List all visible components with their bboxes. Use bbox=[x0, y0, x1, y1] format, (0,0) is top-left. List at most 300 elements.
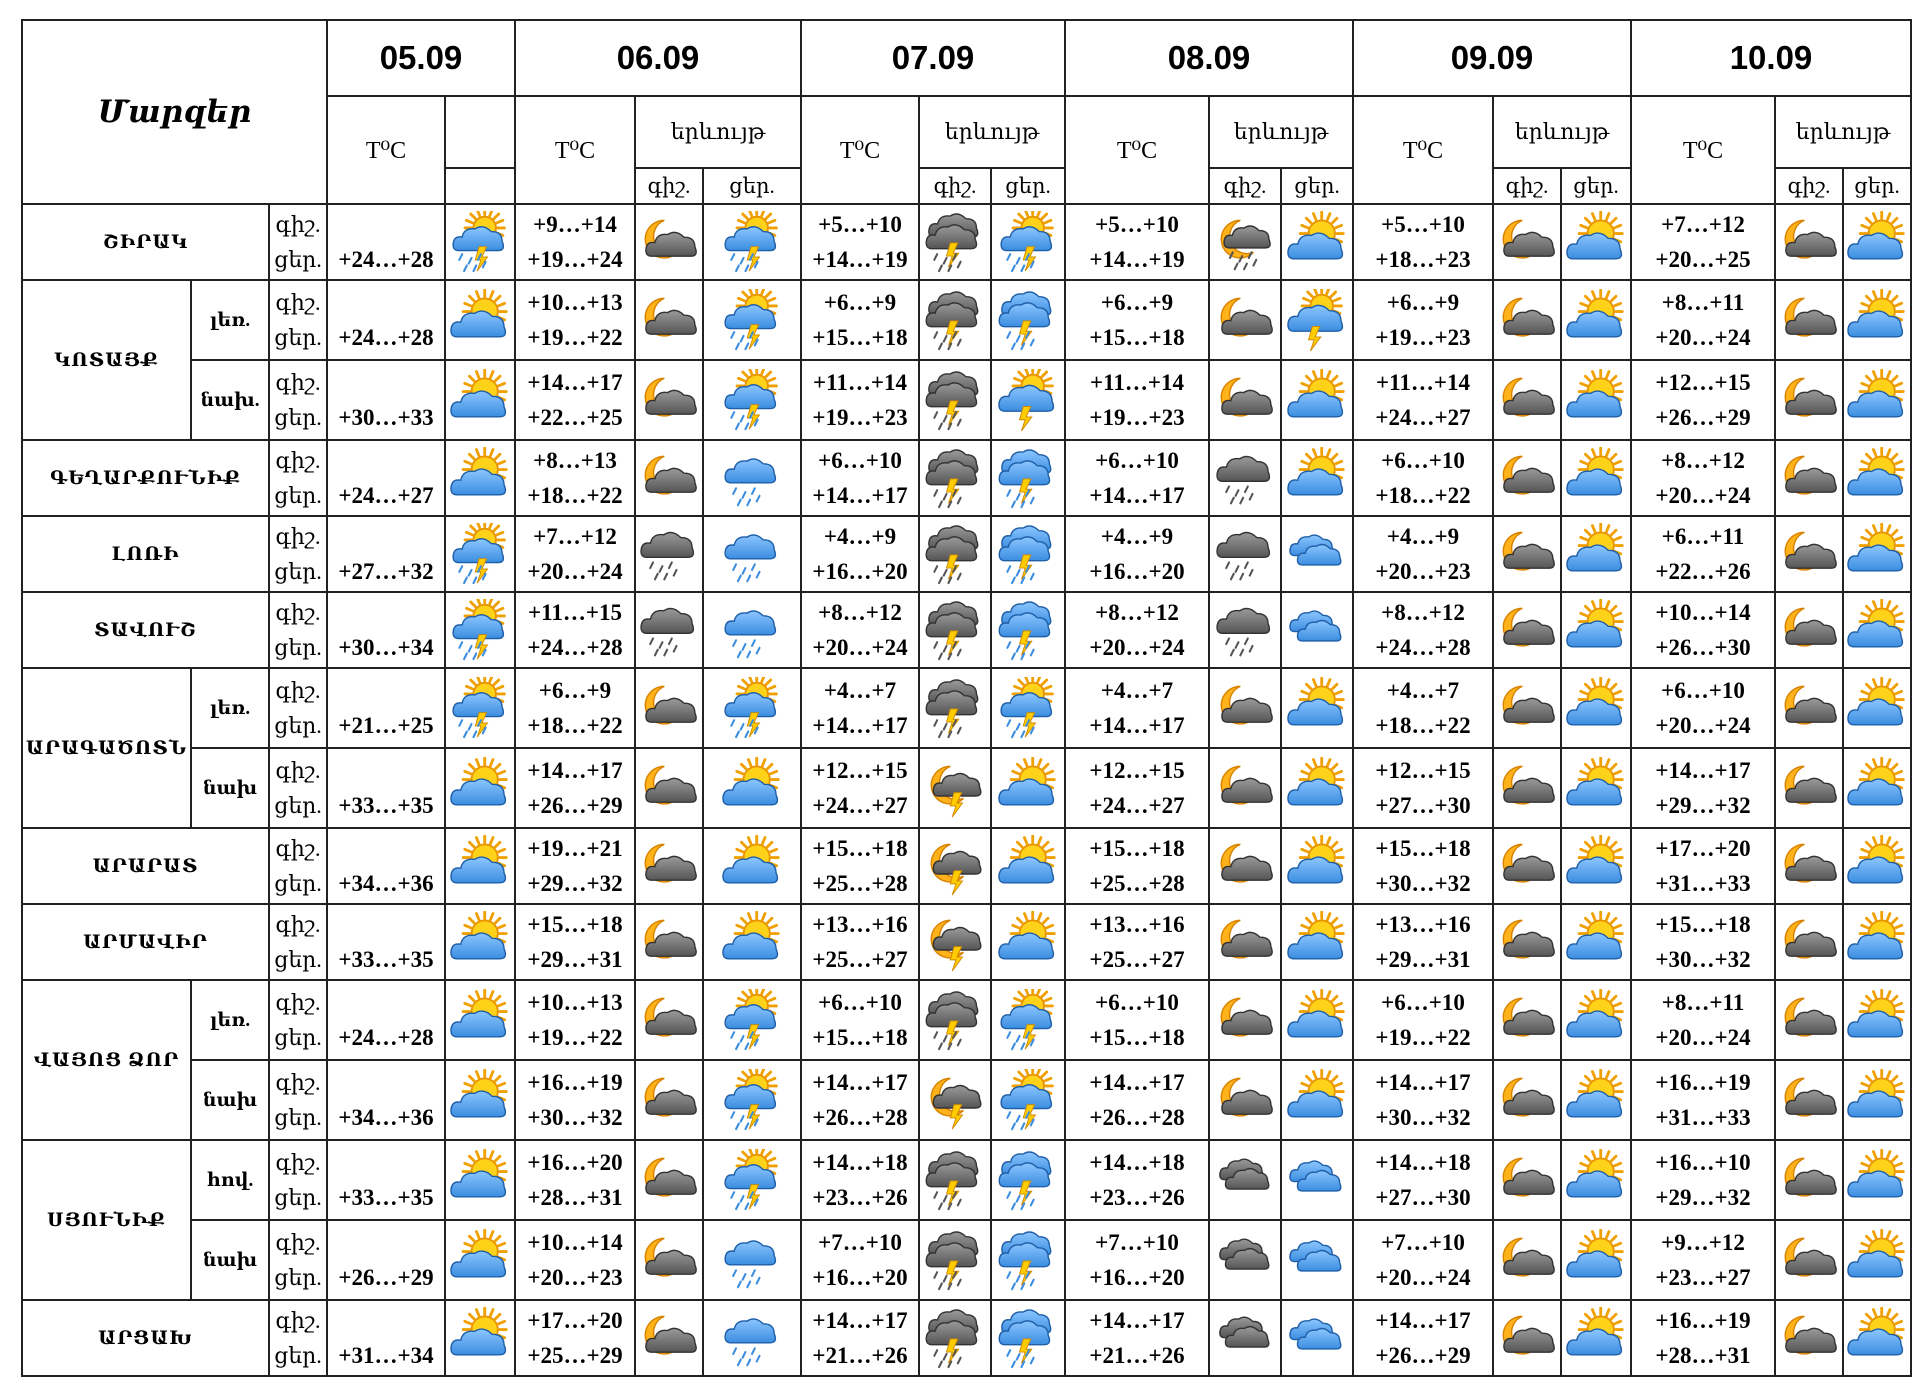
forecast-table-container bbox=[21, 19, 1912, 1377]
sun-cloud-icon bbox=[447, 1069, 513, 1131]
temperature-header: T⁰C bbox=[1631, 96, 1775, 204]
sun-cloud-icon bbox=[447, 289, 513, 351]
night-phenomenon-cell bbox=[1209, 360, 1281, 440]
night-day-labels: գիշ. ցեր. bbox=[269, 904, 327, 980]
date-header: 09.09 bbox=[1353, 20, 1631, 96]
night-phenomenon-cell bbox=[1775, 204, 1843, 280]
moon-cloud-icon bbox=[636, 1229, 702, 1291]
temperature-cell: +14…+17 +30…+32 bbox=[1353, 1060, 1493, 1140]
dark-cloud-icon bbox=[1212, 1229, 1278, 1291]
sun-cloud-icon bbox=[1563, 835, 1629, 897]
sun-cloud-icon bbox=[1563, 523, 1629, 585]
night-phenomenon-cell bbox=[1775, 668, 1843, 748]
storm-cloud-icon bbox=[922, 989, 988, 1051]
region-name: ԼՈՌԻ bbox=[22, 516, 269, 592]
day-phenomenon-cell bbox=[991, 204, 1065, 280]
cloud-rain-icon bbox=[719, 447, 785, 509]
day-phenomenon-cell bbox=[703, 592, 801, 668]
moon-storm-icon bbox=[922, 757, 988, 819]
temperature-cell: +6…+9 +18…+22 bbox=[515, 668, 635, 748]
day-phenomenon-cell bbox=[991, 904, 1065, 980]
cloud-icon bbox=[1284, 523, 1350, 585]
night-phenomenon-cell bbox=[919, 592, 991, 668]
region-name: ԿՈՏԱՅՔ bbox=[22, 280, 191, 440]
night-phenomenon-cell bbox=[1493, 828, 1561, 904]
sun-cloud-icon bbox=[1844, 1149, 1910, 1211]
day-phenomenon-cell bbox=[991, 440, 1065, 516]
night-phenomenon-cell bbox=[919, 440, 991, 516]
night-phenomenon-cell bbox=[1493, 516, 1561, 592]
phenomenon-cell bbox=[445, 360, 515, 440]
moon-cloud-icon bbox=[636, 211, 702, 273]
moon-storm-icon bbox=[922, 1069, 988, 1131]
phenomenon-cell bbox=[445, 668, 515, 748]
table-row bbox=[22, 204, 1911, 280]
temperature-cell: +24…+28 bbox=[327, 980, 445, 1060]
weather-forecast-table bbox=[21, 19, 1912, 1377]
sun-cloud-icon bbox=[1844, 1069, 1910, 1131]
sun-cloud-icon bbox=[1844, 1229, 1910, 1291]
night-day-labels: գիշ. ցեր. bbox=[269, 980, 327, 1060]
temperature-cell: +8…+12 +20…+24 bbox=[1631, 440, 1775, 516]
region-name: ԱՐՑԱԽ bbox=[22, 1300, 269, 1376]
day-phenomenon-cell bbox=[1281, 1140, 1353, 1220]
table-row bbox=[22, 592, 1911, 668]
day-phenomenon-cell bbox=[703, 204, 801, 280]
night-header: գիշ. bbox=[1493, 168, 1561, 204]
moon-cloud-icon bbox=[1494, 677, 1560, 739]
night-phenomenon-cell bbox=[919, 280, 991, 360]
temperature-cell: +13…+16 +25…+27 bbox=[1065, 904, 1209, 980]
day-phenomenon-cell bbox=[1843, 1060, 1911, 1140]
cloud-rain-thunder-icon bbox=[995, 447, 1061, 509]
moon-cloud-icon bbox=[1776, 1069, 1842, 1131]
night-phenomenon-cell bbox=[635, 1060, 703, 1140]
moon-cloud-icon bbox=[1494, 289, 1560, 351]
night-phenomenon-cell bbox=[635, 592, 703, 668]
cloud-rain-thunder-icon bbox=[995, 289, 1061, 351]
sun-cloud-icon bbox=[1563, 677, 1629, 739]
cloud-icon bbox=[1284, 1229, 1350, 1291]
temperature-cell: +14…+17 +29…+32 bbox=[1631, 748, 1775, 828]
moon-cloud-icon bbox=[1776, 757, 1842, 819]
sun-cloud-rain-thunder-icon bbox=[719, 369, 785, 431]
day-phenomenon-cell bbox=[991, 828, 1065, 904]
sun-cloud-icon bbox=[1844, 677, 1910, 739]
moon-cloud-icon bbox=[1776, 1307, 1842, 1369]
dark-cloud-icon bbox=[1212, 1149, 1278, 1211]
temperature-cell: +33…+35 bbox=[327, 748, 445, 828]
moon-cloud-icon bbox=[1494, 1069, 1560, 1131]
day-phenomenon-cell bbox=[991, 1300, 1065, 1376]
storm-cloud-icon bbox=[922, 1307, 988, 1369]
temperature-header: T⁰C bbox=[327, 96, 445, 204]
table-row bbox=[22, 828, 1911, 904]
sun-cloud-icon bbox=[1844, 289, 1910, 351]
night-phenomenon-cell bbox=[635, 280, 703, 360]
sun-cloud-icon bbox=[1563, 289, 1629, 351]
table-row bbox=[22, 440, 1911, 516]
night-phenomenon-cell bbox=[919, 748, 991, 828]
sun-cloud-icon bbox=[1284, 989, 1350, 1051]
table-row bbox=[22, 1060, 1911, 1140]
temperature-cell: +14…+18 +23…+26 bbox=[801, 1140, 919, 1220]
temperature-cell: +10…+13 +19…+22 bbox=[515, 280, 635, 360]
night-day-labels: գիշ. ցեր. bbox=[269, 1140, 327, 1220]
temperature-cell: +6…+10 +19…+22 bbox=[1353, 980, 1493, 1060]
moon-cloud-icon bbox=[1212, 289, 1278, 351]
moon-cloud-icon bbox=[1494, 369, 1560, 431]
day-phenomenon-cell bbox=[1561, 1060, 1631, 1140]
moon-cloud-icon bbox=[1212, 989, 1278, 1051]
moon-cloud-icon bbox=[1776, 835, 1842, 897]
table-row bbox=[22, 748, 1911, 828]
night-phenomenon-cell bbox=[1493, 1140, 1561, 1220]
temperature-cell: +24…+28 bbox=[327, 280, 445, 360]
moon-cloud-icon bbox=[1494, 1307, 1560, 1369]
temperature-cell: +5…+10 +14…+19 bbox=[801, 204, 919, 280]
temperature-cell: +19…+21 +29…+32 bbox=[515, 828, 635, 904]
cloud-icon bbox=[1284, 1149, 1350, 1211]
table-row bbox=[22, 980, 1911, 1060]
night-phenomenon-cell bbox=[1775, 360, 1843, 440]
phenomenon-cell bbox=[445, 904, 515, 980]
sun-cloud-icon bbox=[1284, 911, 1350, 973]
night-phenomenon-cell bbox=[1493, 980, 1561, 1060]
night-phenomenon-cell bbox=[635, 1220, 703, 1300]
day-phenomenon-cell bbox=[703, 360, 801, 440]
temperature-cell: +13…+16 +25…+27 bbox=[801, 904, 919, 980]
temperature-cell: +12…+15 +24…+27 bbox=[801, 748, 919, 828]
night-phenomenon-cell bbox=[919, 1060, 991, 1140]
moon-cloud-icon bbox=[1776, 447, 1842, 509]
date-header: 10.09 bbox=[1631, 20, 1911, 96]
sun-cloud-icon bbox=[719, 835, 785, 897]
dark-cloud-rain-icon bbox=[1212, 447, 1278, 509]
cloud-rain-thunder-icon bbox=[995, 1149, 1061, 1211]
night-phenomenon-cell bbox=[919, 516, 991, 592]
night-phenomenon-cell bbox=[919, 1140, 991, 1220]
moon-cloud-icon bbox=[636, 911, 702, 973]
temperature-cell: +7…+10 +16…+20 bbox=[1065, 1220, 1209, 1300]
day-phenomenon-cell bbox=[703, 280, 801, 360]
storm-cloud-icon bbox=[922, 523, 988, 585]
night-day-labels: գիշ. ցեր. bbox=[269, 748, 327, 828]
table-row bbox=[22, 1140, 1911, 1220]
night-day-labels: գիշ. ցեր. bbox=[269, 204, 327, 280]
night-phenomenon-cell bbox=[919, 1300, 991, 1376]
temperature-cell: +16…+19 +30…+32 bbox=[515, 1060, 635, 1140]
moon-cloud-icon bbox=[1776, 677, 1842, 739]
moon-cloud-icon bbox=[636, 757, 702, 819]
sun-cloud-rain-thunder-icon bbox=[719, 1149, 785, 1211]
night-header: գիշ. bbox=[635, 168, 703, 204]
night-phenomenon-cell bbox=[1209, 280, 1281, 360]
day-phenomenon-cell bbox=[703, 980, 801, 1060]
night-phenomenon-cell bbox=[919, 828, 991, 904]
phenomenon-header-empty bbox=[445, 96, 515, 168]
day-phenomenon-cell bbox=[1281, 828, 1353, 904]
temperature-cell: +14…+17 +21…+26 bbox=[1065, 1300, 1209, 1376]
temperature-cell: +14…+17 +26…+29 bbox=[1353, 1300, 1493, 1376]
sun-cloud-icon bbox=[1563, 211, 1629, 273]
sun-cloud-rain-thunder-icon bbox=[447, 523, 513, 585]
storm-cloud-icon bbox=[922, 599, 988, 661]
day-phenomenon-cell bbox=[703, 1060, 801, 1140]
day-phenomenon-cell bbox=[991, 1220, 1065, 1300]
table-row bbox=[22, 360, 1911, 440]
sun-cloud-icon bbox=[1844, 1307, 1910, 1369]
night-phenomenon-cell bbox=[919, 668, 991, 748]
night-phenomenon-cell bbox=[1209, 592, 1281, 668]
phenomenon-cell bbox=[445, 980, 515, 1060]
night-phenomenon-cell bbox=[635, 1140, 703, 1220]
day-header: ցեր. bbox=[1281, 168, 1353, 204]
temperature-cell: +8…+12 +20…+24 bbox=[1065, 592, 1209, 668]
sun-cloud-rain-thunder-icon bbox=[719, 1069, 785, 1131]
storm-cloud-icon bbox=[922, 1229, 988, 1291]
night-header: գիշ. bbox=[919, 168, 991, 204]
temperature-cell: +33…+35 bbox=[327, 904, 445, 980]
day-header: ցեր. bbox=[991, 168, 1065, 204]
temperature-cell: +7…+10 +20…+24 bbox=[1353, 1220, 1493, 1300]
subregion-label: հով. bbox=[191, 1140, 269, 1220]
temperature-cell: +7…+10 +16…+20 bbox=[801, 1220, 919, 1300]
sun-cloud-rain-thunder-icon bbox=[719, 989, 785, 1051]
sun-cloud-icon bbox=[1563, 369, 1629, 431]
cloud-icon bbox=[1284, 1307, 1350, 1369]
night-day-labels: գիշ. ցեր. bbox=[269, 516, 327, 592]
day-phenomenon-cell bbox=[991, 1140, 1065, 1220]
temperature-cell: +11…+15 +24…+28 bbox=[515, 592, 635, 668]
sun-cloud-rain-thunder-icon bbox=[719, 289, 785, 351]
temperature-cell: +12…+15 +24…+27 bbox=[1065, 748, 1209, 828]
moon-cloud-icon bbox=[636, 989, 702, 1051]
sun-cloud-icon bbox=[1563, 1229, 1629, 1291]
temperature-cell: +14…+17 +26…+28 bbox=[1065, 1060, 1209, 1140]
moon-cloud-icon bbox=[1494, 447, 1560, 509]
temperature-header: T⁰C bbox=[1353, 96, 1493, 204]
night-phenomenon-cell bbox=[919, 360, 991, 440]
day-phenomenon-cell bbox=[1281, 1300, 1353, 1376]
moon-cloud-icon bbox=[1212, 1069, 1278, 1131]
subregion-label: նախ bbox=[191, 748, 269, 828]
phenomenon-header: երևույթ bbox=[635, 96, 801, 168]
temperature-cell: +21…+25 bbox=[327, 668, 445, 748]
region-name: ԱՐՄԱՎԻՐ bbox=[22, 904, 269, 980]
temperature-cell: +10…+14 +20…+23 bbox=[515, 1220, 635, 1300]
night-phenomenon-cell bbox=[919, 904, 991, 980]
day-phenomenon-cell bbox=[1561, 1140, 1631, 1220]
day-phenomenon-cell bbox=[1281, 980, 1353, 1060]
night-phenomenon-cell bbox=[1493, 592, 1561, 668]
moon-cloud-icon bbox=[1494, 989, 1560, 1051]
day-phenomenon-cell bbox=[1561, 748, 1631, 828]
night-phenomenon-cell bbox=[1775, 280, 1843, 360]
temperature-cell: +16…+19 +31…+33 bbox=[1631, 1060, 1775, 1140]
night-phenomenon-cell bbox=[1775, 592, 1843, 668]
moon-cloud-icon bbox=[1776, 289, 1842, 351]
cloud-rain-icon bbox=[719, 1307, 785, 1369]
sun-cloud-icon bbox=[995, 911, 1061, 973]
sun-cloud-icon bbox=[1563, 989, 1629, 1051]
day-phenomenon-cell bbox=[1843, 440, 1911, 516]
day-phenomenon-cell bbox=[1843, 360, 1911, 440]
temperature-cell: +31…+34 bbox=[327, 1300, 445, 1376]
phenomenon-header: երևույթ bbox=[1775, 96, 1911, 168]
subregion-label: լեռ. bbox=[191, 280, 269, 360]
night-phenomenon-cell bbox=[1493, 748, 1561, 828]
storm-cloud-icon bbox=[922, 677, 988, 739]
night-phenomenon-cell bbox=[1209, 904, 1281, 980]
sun-cloud-rain-thunder-icon bbox=[995, 989, 1061, 1051]
sun-cloud-icon bbox=[1284, 835, 1350, 897]
moon-cloud-icon bbox=[1212, 911, 1278, 973]
temperature-header: T⁰C bbox=[1065, 96, 1209, 204]
night-day-labels: գիշ. ցեր. bbox=[269, 440, 327, 516]
moon-cloud-icon bbox=[1776, 1229, 1842, 1291]
moon-cloud-rain-icon bbox=[1212, 211, 1278, 273]
cloud-rain-thunder-icon bbox=[995, 523, 1061, 585]
night-phenomenon-cell bbox=[635, 828, 703, 904]
region-name: ՍՅՈՒՆԻՔ bbox=[22, 1140, 191, 1300]
day-header: ցեր. bbox=[1843, 168, 1911, 204]
temperature-cell: +7…+12 +20…+25 bbox=[1631, 204, 1775, 280]
moon-cloud-icon bbox=[1776, 211, 1842, 273]
date-header: 08.09 bbox=[1065, 20, 1353, 96]
day-phenomenon-cell bbox=[1843, 980, 1911, 1060]
night-phenomenon-cell bbox=[1493, 1300, 1561, 1376]
day-phenomenon-cell bbox=[1281, 280, 1353, 360]
dark-cloud-rain-icon bbox=[1212, 599, 1278, 661]
temperature-cell: +15…+18 +25…+28 bbox=[1065, 828, 1209, 904]
sun-cloud-icon bbox=[447, 911, 513, 973]
moon-cloud-icon bbox=[1212, 835, 1278, 897]
moon-cloud-icon bbox=[636, 289, 702, 351]
storm-cloud-icon bbox=[922, 289, 988, 351]
night-phenomenon-cell bbox=[635, 360, 703, 440]
moon-cloud-icon bbox=[1494, 1229, 1560, 1291]
phenomenon-cell bbox=[445, 440, 515, 516]
night-day-labels: գիշ. ցեր. bbox=[269, 1060, 327, 1140]
temperature-cell: +8…+11 +20…+24 bbox=[1631, 980, 1775, 1060]
night-phenomenon-cell bbox=[1493, 1060, 1561, 1140]
day-phenomenon-cell bbox=[1843, 1300, 1911, 1376]
night-day-labels: գիշ. ցեր. bbox=[269, 668, 327, 748]
subregion-label: լեռ. bbox=[191, 980, 269, 1060]
moon-storm-icon bbox=[922, 835, 988, 897]
moon-cloud-icon bbox=[1776, 369, 1842, 431]
day-phenomenon-cell bbox=[703, 904, 801, 980]
night-phenomenon-cell bbox=[919, 204, 991, 280]
night-phenomenon-cell bbox=[1493, 904, 1561, 980]
table-row bbox=[22, 668, 1911, 748]
dark-cloud-rain-icon bbox=[636, 599, 702, 661]
day-phenomenon-cell bbox=[703, 440, 801, 516]
moon-cloud-icon bbox=[636, 447, 702, 509]
day-phenomenon-cell bbox=[1281, 440, 1353, 516]
sun-cloud-rain-thunder-icon bbox=[447, 599, 513, 661]
date-header: 07.09 bbox=[801, 20, 1065, 96]
sun-cloud-icon bbox=[447, 1229, 513, 1291]
day-phenomenon-cell bbox=[991, 1060, 1065, 1140]
night-phenomenon-cell bbox=[1209, 748, 1281, 828]
day-phenomenon-cell bbox=[1281, 1060, 1353, 1140]
night-phenomenon-cell bbox=[635, 668, 703, 748]
phenomenon-cell bbox=[445, 280, 515, 360]
day-phenomenon-cell bbox=[1281, 360, 1353, 440]
day-phenomenon-cell bbox=[1561, 904, 1631, 980]
cloud-rain-icon bbox=[719, 599, 785, 661]
temperature-cell: +6…+10 +18…+22 bbox=[1353, 440, 1493, 516]
moon-cloud-icon bbox=[1776, 523, 1842, 585]
night-day-labels: գիշ. ցեր. bbox=[269, 280, 327, 360]
sun-cloud-icon bbox=[1844, 757, 1910, 819]
temperature-cell: +4…+7 +14…+17 bbox=[1065, 668, 1209, 748]
dark-cloud-rain-icon bbox=[1212, 523, 1278, 585]
region-name: ՇԻՐԱԿ bbox=[22, 204, 269, 280]
day-phenomenon-cell bbox=[1843, 592, 1911, 668]
sun-cloud-thunder-icon bbox=[995, 369, 1061, 431]
day-phenomenon-cell bbox=[1281, 516, 1353, 592]
day-phenomenon-cell bbox=[1561, 828, 1631, 904]
table-row bbox=[22, 904, 1911, 980]
temperature-cell: +16…+20 +28…+31 bbox=[515, 1140, 635, 1220]
phenomenon-header: երևույթ bbox=[1493, 96, 1631, 168]
sun-cloud-icon bbox=[447, 989, 513, 1051]
night-day-labels: գիշ. ցեր. bbox=[269, 1220, 327, 1300]
day-phenomenon-cell bbox=[991, 748, 1065, 828]
temperature-cell: +6…+9 +15…+18 bbox=[801, 280, 919, 360]
moon-cloud-icon bbox=[636, 369, 702, 431]
night-phenomenon-cell bbox=[1775, 828, 1843, 904]
day-phenomenon-cell bbox=[1561, 1220, 1631, 1300]
temperature-cell: +8…+13 +18…+22 bbox=[515, 440, 635, 516]
cloud-rain-thunder-icon bbox=[995, 1229, 1061, 1291]
temperature-cell: +8…+12 +24…+28 bbox=[1353, 592, 1493, 668]
temperature-cell: +9…+12 +23…+27 bbox=[1631, 1220, 1775, 1300]
moon-cloud-icon bbox=[1494, 757, 1560, 819]
night-phenomenon-cell bbox=[635, 440, 703, 516]
night-phenomenon-cell bbox=[1775, 904, 1843, 980]
day-phenomenon-cell bbox=[1561, 440, 1631, 516]
phenomenon-cell bbox=[445, 1300, 515, 1376]
moon-cloud-icon bbox=[636, 1069, 702, 1131]
temperature-cell: +8…+12 +20…+24 bbox=[801, 592, 919, 668]
dark-cloud-icon bbox=[1212, 1307, 1278, 1369]
sun-cloud-icon bbox=[719, 911, 785, 973]
moon-cloud-icon bbox=[1212, 677, 1278, 739]
table-row bbox=[22, 516, 1911, 592]
temperature-cell: +13…+16 +29…+31 bbox=[1353, 904, 1493, 980]
day-phenomenon-cell bbox=[1843, 204, 1911, 280]
phenomenon-cell bbox=[445, 828, 515, 904]
sun-cloud-icon bbox=[1844, 523, 1910, 585]
day-phenomenon-cell bbox=[703, 748, 801, 828]
subregion-label: նախ bbox=[191, 1060, 269, 1140]
moon-cloud-icon bbox=[636, 677, 702, 739]
sun-cloud-rain-thunder-icon bbox=[447, 211, 513, 273]
moon-cloud-icon bbox=[636, 835, 702, 897]
sun-cloud-icon bbox=[1844, 911, 1910, 973]
sun-cloud-icon bbox=[1844, 599, 1910, 661]
night-phenomenon-cell bbox=[1209, 1060, 1281, 1140]
sun-cloud-icon bbox=[1563, 1307, 1629, 1369]
phenomenon-cell bbox=[445, 592, 515, 668]
day-phenomenon-cell bbox=[1561, 980, 1631, 1060]
sun-cloud-icon bbox=[995, 835, 1061, 897]
night-phenomenon-cell bbox=[1209, 1300, 1281, 1376]
